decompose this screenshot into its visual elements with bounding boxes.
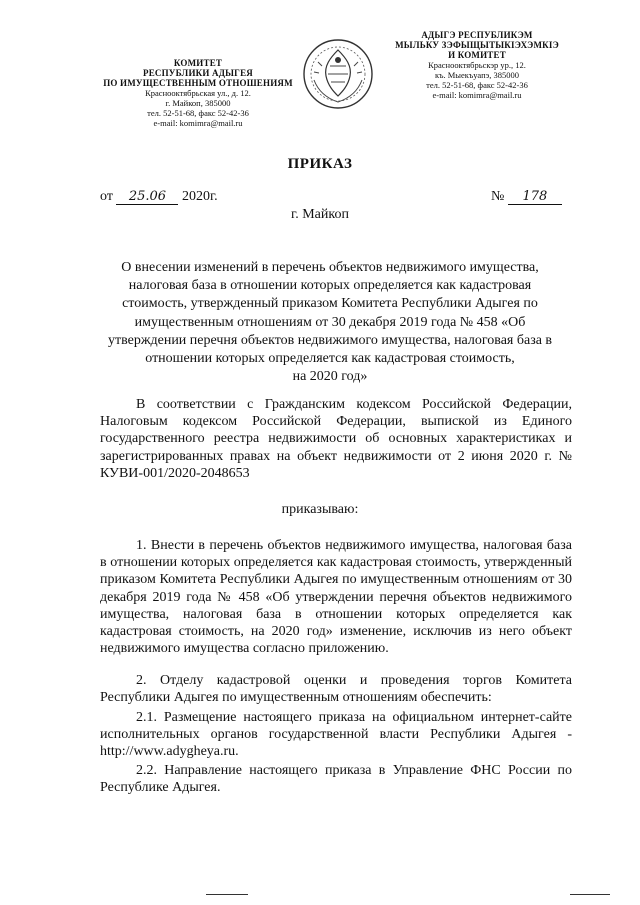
subject-line: утверждении перечня объектов недвижимого имущества, налоговая база в <box>107 332 553 348</box>
item-2-2-paragraph: 2.2. Направление настоящего приказа в Управление ФНС России по Республике Адыгея. <box>100 763 572 796</box>
header-left-line: КОМИТЕТ <box>173 58 223 68</box>
subject-line: отношении которых определяется как кадастровая стоимость, <box>145 351 515 367</box>
item-2-paragraph: 2. Отделу кадастровой оценки и проведения торгов Комитета Республики Адыгея по имущественным отношениям обеспечить: <box>100 673 572 706</box>
subject-line: имущественным отношениям от 30 декабря 2019 года № 458 «Об <box>134 314 526 330</box>
scan-artifact-line <box>570 894 610 895</box>
subject-line: О внесении изменений в перечень объектов недвижимого имущества, <box>121 260 539 275</box>
header-right-line: И КОМИТЕТ <box>448 50 506 60</box>
order-word: приказываю: <box>281 502 359 517</box>
header-left-phone: тел. 52-51-68, факс 52-42-36 <box>147 108 249 118</box>
header-right-city: къ. Мыекъуапэ, 385000 <box>434 70 520 80</box>
header-left-email: e-mail: komimra@mail.ru <box>153 118 243 128</box>
header-left-line: РЕСПУБЛИКИ АДЫГЕЯ <box>143 68 253 78</box>
item-2-1-paragraph: 2.1. Размещение настоящего приказа на официальном интернет-сайте исполнительных органов государственной власти Республики Адыгея - http://www.adygheya.ru. <box>100 710 572 760</box>
order-subject <box>90 259 570 386</box>
number-handwritten: 178 <box>508 190 562 205</box>
subject-line: на 2020 год» <box>292 369 368 385</box>
order-number <box>491 189 562 205</box>
preamble-paragraph: В соответствии с Гражданским кодексом Российской Федерации, Налоговым кодексом Российской Федерации, выпиской из Единого государственного реестра недвижимости об основных характеристиках и зарегистрированных правах на объект недвижимости от 2 июня 2020 г. № КУВИ-001/2020-2048653 <box>100 397 572 481</box>
header-right <box>372 30 582 100</box>
city: г. Майкоп <box>291 207 349 222</box>
header-left-address: Краснооктябрьская ул., д. 12. <box>145 88 251 98</box>
header-right-phone: тел. 52-51-68, факс 52-42-36 <box>426 80 528 90</box>
order-date <box>100 189 218 205</box>
subject-line: налоговая база в отношении которых определяется как кадастровая <box>128 278 532 294</box>
date-handwritten: 25.06 <box>116 190 178 205</box>
header-left-city: г. Майкоп, 385000 <box>165 98 231 108</box>
scan-artifact-line <box>206 894 248 895</box>
number-prefix: № <box>491 189 505 204</box>
header-right-line: МЫЛЬКУ ЗЭФЫЩЫТЫКIЭХЭМКIЭ <box>395 40 559 50</box>
date-prefix: от <box>100 189 113 204</box>
header-right-line: АДЫГЭ РЕСПУБЛИКЭМ <box>421 30 533 40</box>
header-right-email: e-mail: komimra@mail.ru <box>432 90 522 100</box>
coat-of-arms-icon <box>300 36 376 112</box>
date-suffix: 2020г. <box>181 189 218 204</box>
document-title: ПРИКАЗ <box>287 156 353 172</box>
header-left <box>88 58 308 128</box>
header-left-line: ПО ИМУЩЕСТВЕННЫМ ОТНОШЕНИЯМ <box>103 78 293 88</box>
header-right-address: Краснооктябрьскэр ур., 12. <box>428 60 526 70</box>
subject-line: стоимость, утвержденный приказом Комитета Республики Адыгея по <box>122 296 538 312</box>
item-1-paragraph: 1. Внести в перечень объектов недвижимого имущества, налоговая база в отношении которых определяется как кадастровая стоимость, утвержденный приказом Комитета Республики Адыгея по имущественным отношениям от 30 декабря 2019 года № 458 «Об утверждении перечня объектов недвижимого имущества, налоговая база в отношении которых определяется как кадастровая стоимость, на 2020 год» изменение, исключив из него объект недвижимого имущества согласно приложению. <box>100 538 572 657</box>
